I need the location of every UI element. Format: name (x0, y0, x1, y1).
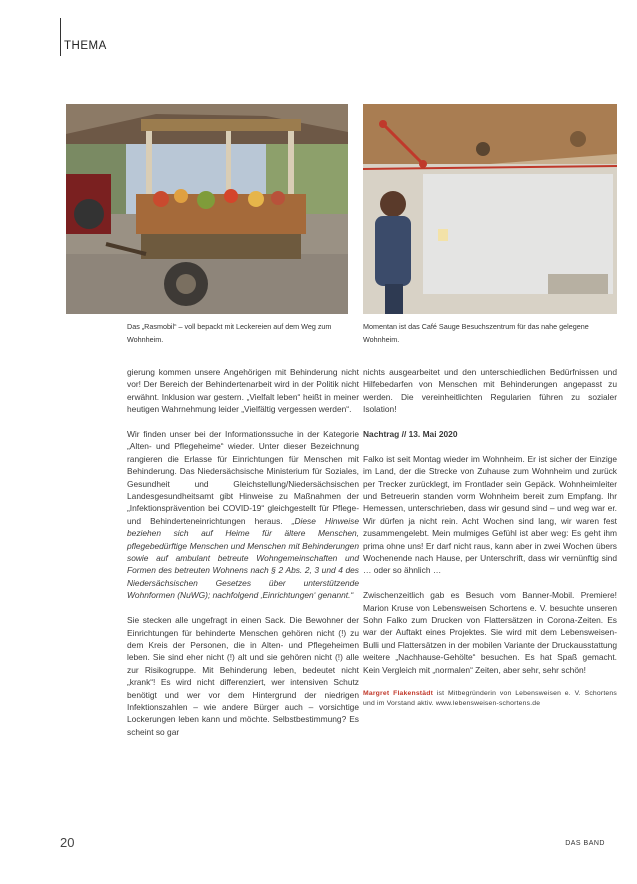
photo-caption-right: Momentan ist das Café Sauge Besuchszentrum für das nahe gelegene Wohnheim. (363, 322, 589, 344)
paragraph: Sie stecken alle ungefragt in einen Sack. Die Bewohner der Einrichtungen für behinderte Menschen gehören nicht (!) zu dem Kreis der Personen, die in Alten- und Pflegeheimen leben. Sie sind eher nicht (!) alt und sie gehören nicht (!) alle zur Risikogruppe. Mit Behinderung leben, bedeutet nicht „krank“! Es wird nicht differenziert, wer intensiven Schutz benötigt und wer vor dem Hintergrund der niedrigen Infektionszahlen – wie andere Bürger auch – vorsichtige Lockerungen leben kann und möchte. Selbstbestimmung? Es scheint so gar (127, 615, 359, 737)
page-number: 20 (60, 835, 75, 850)
article-column-left (127, 366, 359, 738)
paragraph: gierung kommen unsere Angehörigen mit Behinderung nicht vor! Der Bereich der Behindertenarbeit wird in der Politik nicht erwähnt. Inklusion war gestern. „Vielfalt leben“ heißt in meiner heutigen Wahrnehmung leider „Vielfältig vergessen werden“. (127, 367, 359, 415)
paragraph: Zwischenzeitlich gab es Besuch vom Banner-Mobil. Premiere! Marion Kruse von Lebensweisen Schortens e. V. besuchte unseren Sohn Falko zum Drucken von Flattersätzen in Corona-Zeiten. Es war der Auftakt eines Projektes. Sie wird mit dem Lebensweisen-Bulli und Flattersätzen in der mobilen Variante der Druckausstattung weitere „Nachhause-Gehölte“ besuchen. Es hat Spaß gemacht. Kein Vergleich mit „normalen“ Zeiten, aber sehr, sehr schön! (363, 590, 617, 675)
paragraph: Falko ist seit Montag wieder im Wohnheim. Er ist sicher der Einzige im Land, der die Strecke von Zuhause zum Wohnheim und zurück per Trecker zurücklegt, im Frontlader sein Gepäck. Wohnheimleiter und Betreuerin standen vorm Wohnheim bereit zum Empfang. Ihr Hemessen, unterschrieben, dass wir gesund sind – und weg war er. Wir dürfen ja nicht rein. Acht Wochen sind lang, wir waren fest zusammengelebt. Mein mulmiges Gefühl ist aber weg: Es geht ihm prima ohne uns! Er darf nicht raus, kann aber in zwei Wochen übers Wochenende nach Hause, per Unterschrift, dass wir vernünftig sind … oder so ähnlich … (363, 453, 617, 576)
header-rule (60, 18, 61, 56)
paragraph (127, 428, 359, 602)
quote-text: „Diese Hinweise beziehen sich auf Heime für ältere Menschen, pflegebedürftige Menschen und Menschen mit Behinderungen sowie auf ambulant betreute Wohngemeinschaften und Formen des betreuten Wohnens nach § 2 Abs. 2, 3 und 4 des Niedersächsischen Gesetzes über unterstützende Wohnformen (NuWG); nachfolgend ‚Einrichtungen‘ genannt.“ (127, 515, 359, 601)
paragraph-text: Wir finden unser bei der Informationssuche in der Kategorie „Alten- und Pflegeheime“ wieder. Unter dieser Bezeichnung rangieren die Erlasse für Einrichtungen für Menschen mit Behinderung. Das Niedersächsische Ministerium für Soziales, Gesundheit und Gleichstellung/Niedersächsischen Landesgesundheitsamt gibt Hinweise zu Maßnahmen der „Infektionsprävention bei COVID-19“ gleichgestellt für Pflege- und Behinderteneinrichtungen heraus. (127, 429, 359, 526)
author-bio (363, 689, 617, 709)
paragraph: nichts ausgearbeitet und den unterschiedlichen Bedürfnissen und Hilfebedarfen von Menschen mit Behinderungen angepasst zu werden. Die vereinheitlichten Regularien führen zu sozialer Isolation! (363, 367, 617, 415)
section-heading: Nachtrag // 13. Mai 2020 (363, 429, 458, 440)
photo-cafe-interior (363, 104, 617, 314)
article-column-right (363, 366, 617, 709)
photo-caption-left: Das „Rasmobil“ – voll bepackt mit Leckereien auf dem Weg zum Wohnheim. (127, 322, 332, 344)
photo-market-cart (66, 104, 348, 314)
section-label: THEMA (64, 40, 107, 52)
author-name: Margret Flakenstädt (363, 689, 434, 697)
magazine-name: DAS BAND (565, 840, 605, 847)
author-bio-text: ist Mitbegründerin von Lebensweisen e. V. Schortens und im Vorstand aktiv. www.lebensweisen-schortens.de (363, 689, 617, 707)
